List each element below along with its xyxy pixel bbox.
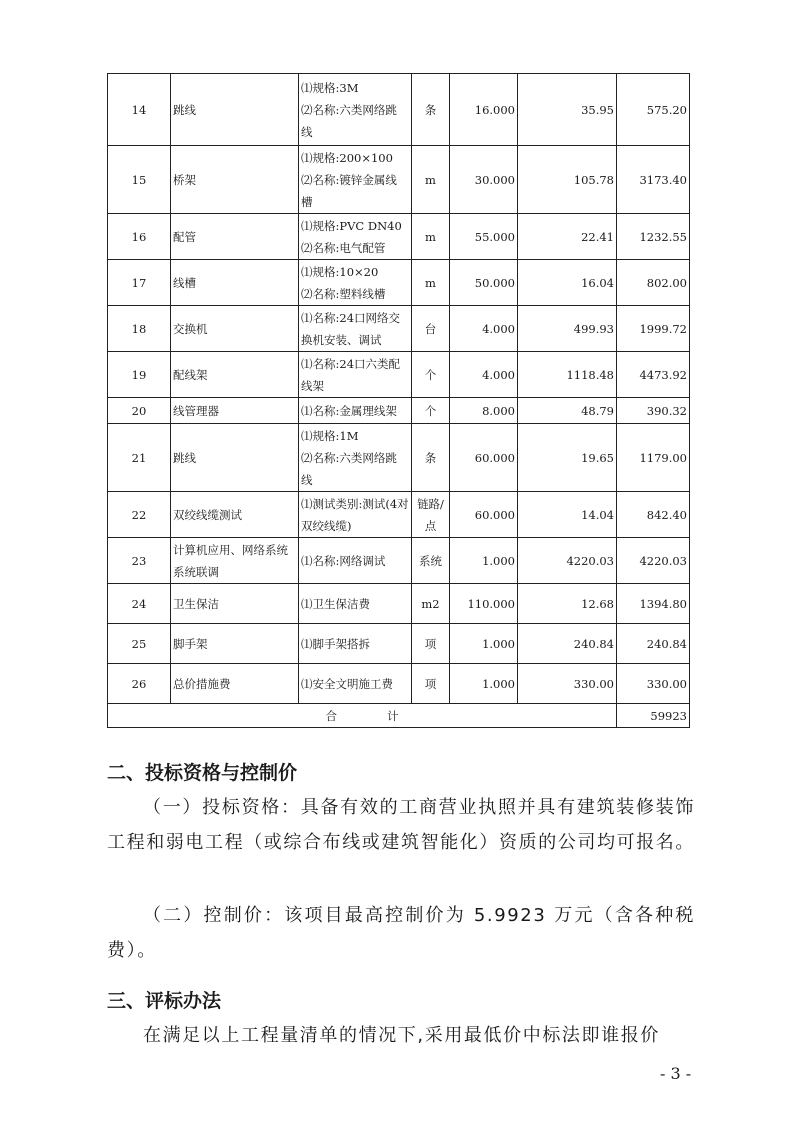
item-number: 20 [108, 398, 171, 424]
description-line: 槽 [301, 194, 313, 209]
table-row [108, 492, 690, 538]
item-total: 240.84 [617, 624, 690, 664]
item-quantity: 50.000 [450, 260, 518, 306]
description-line: ⑴名称:24口六类配 [301, 356, 401, 371]
item-description [299, 306, 412, 352]
description-line: ⑴名称:24口网络交 [301, 310, 401, 325]
description-line: ⑴安全文明施工费 [301, 676, 393, 691]
item-quantity: 4.000 [450, 352, 518, 398]
item-name: 脚手架 [171, 624, 299, 664]
table-body [108, 74, 690, 728]
item-quantity: 55.000 [450, 214, 518, 260]
table-row [108, 538, 690, 584]
item-number: 15 [108, 146, 171, 214]
description-line: ⑵名称:镀锌金属线 [301, 172, 397, 187]
item-unit: m2 [412, 584, 450, 624]
item-description [299, 492, 412, 538]
item-unit: 个 [412, 352, 450, 398]
total-value: 59923 [617, 704, 690, 728]
item-name: 线管理器 [171, 398, 299, 424]
description-line: ⑴规格:PVC DN40 [301, 218, 402, 233]
item-number: 25 [108, 624, 171, 664]
table-row [108, 398, 690, 424]
item-total: 1394.80 [617, 584, 690, 624]
item-quantity: 60.000 [450, 424, 518, 492]
item-unit-price: 4220.03 [518, 538, 617, 584]
description-line: ⑴规格:10×20 [301, 264, 379, 279]
item-name: 交换机 [171, 306, 299, 352]
item-number: 14 [108, 74, 171, 146]
item-number: 18 [108, 306, 171, 352]
total-row [108, 704, 690, 728]
item-unit: 系统 [412, 538, 450, 584]
description-line: ⑵名称:六类网络跳 [301, 450, 397, 465]
item-unit-price: 240.84 [518, 624, 617, 664]
table-row [108, 624, 690, 664]
item-number: 16 [108, 214, 171, 260]
item-description [299, 624, 412, 664]
item-total: 1179.00 [617, 424, 690, 492]
item-description [299, 538, 412, 584]
description-line: ⑴名称:网络调试 [301, 553, 386, 568]
table-row [108, 352, 690, 398]
item-quantity: 1.000 [450, 624, 518, 664]
item-unit-price: 14.04 [518, 492, 617, 538]
item-total: 1999.72 [617, 306, 690, 352]
item-total: 4220.03 [617, 538, 690, 584]
total-label-part-1: 合 [325, 708, 337, 723]
item-unit-price: 499.93 [518, 306, 617, 352]
section-3-paragraph-1: 在满足以上工程量清单的情况下,采用最低价中标法即谁报价 [143, 1025, 660, 1046]
section-2-paragraph-1: （一）投标资格：具备有效的工商营业执照并具有建筑装修装饰工程和弱电工程（或综合布线或建筑智能化）资质的公司均可报名。 [107, 797, 695, 853]
item-unit-price: 35.95 [518, 74, 617, 146]
item-description [299, 260, 412, 306]
item-total: 802.00 [617, 260, 690, 306]
item-description [299, 146, 412, 214]
item-unit: 链路/点 [412, 492, 450, 538]
item-description [299, 424, 412, 492]
item-unit-price: 330.00 [518, 664, 617, 704]
item-unit-price: 1118.48 [518, 352, 617, 398]
section-2-paragraph-2: （二）控制价：该项目最高控制价为 5.9923 万元（含各种税费）。 [107, 905, 695, 961]
item-number: 24 [108, 584, 171, 624]
description-line: ⑴测试类别:测试(4对 [301, 496, 409, 511]
item-number: 17 [108, 260, 171, 306]
item-description [299, 398, 412, 424]
item-unit-price: 12.68 [518, 584, 617, 624]
item-name: 双绞线缆测试 [171, 492, 299, 538]
item-quantity: 30.000 [450, 146, 518, 214]
item-description [299, 664, 412, 704]
item-name: 跳线 [171, 74, 299, 146]
description-line: ⑵名称:六类网络跳 [301, 102, 397, 117]
item-number: 26 [108, 664, 171, 704]
description-line: 线架 [301, 378, 324, 393]
item-unit-price: 48.79 [518, 398, 617, 424]
item-quantity: 4.000 [450, 306, 518, 352]
item-quantity: 1.000 [450, 664, 518, 704]
item-unit-price: 19.65 [518, 424, 617, 492]
table-row [108, 260, 690, 306]
description-line: 双绞线缆) [301, 518, 352, 533]
description-line: 线 [301, 124, 313, 139]
item-name: 线槽 [171, 260, 299, 306]
item-name: 配线架 [171, 352, 299, 398]
description-line: ⑴名称:金属理线架 [301, 403, 397, 418]
item-unit-price: 22.41 [518, 214, 617, 260]
item-total: 4473.92 [617, 352, 690, 398]
item-total: 330.00 [617, 664, 690, 704]
item-unit: m [412, 260, 450, 306]
item-quantity: 1.000 [450, 538, 518, 584]
item-quantity: 60.000 [450, 492, 518, 538]
section-2-heading: 二、投标资格与控制价 [107, 762, 298, 784]
description-line: 线 [301, 472, 313, 487]
bill-of-quantities-table [107, 73, 690, 728]
item-name: 总价措施费 [171, 664, 299, 704]
table-row [108, 584, 690, 624]
table-row [108, 424, 690, 492]
item-total: 842.40 [617, 492, 690, 538]
table-row [108, 146, 690, 214]
item-unit: 台 [412, 306, 450, 352]
total-label-part-2: 计 [387, 708, 399, 723]
item-total: 3173.40 [617, 146, 690, 214]
item-quantity: 16.000 [450, 74, 518, 146]
item-unit-price: 16.04 [518, 260, 617, 306]
item-total: 390.32 [617, 398, 690, 424]
item-unit: 个 [412, 398, 450, 424]
description-line: ⑴卫生保洁费 [301, 596, 370, 611]
description-line: ⑴规格:1M [301, 428, 359, 443]
table-row [108, 306, 690, 352]
description-line: ⑵名称:塑料线槽 [301, 286, 386, 301]
total-label [108, 704, 617, 728]
item-total: 1232.55 [617, 214, 690, 260]
item-name: 桥架 [171, 146, 299, 214]
item-total: 575.20 [617, 74, 690, 146]
item-unit: m [412, 146, 450, 214]
table-row [108, 74, 690, 146]
page-number: - 3 - [660, 1064, 692, 1083]
item-quantity: 8.000 [450, 398, 518, 424]
item-number: 19 [108, 352, 171, 398]
description-line: ⑴规格:200×100 [301, 150, 393, 165]
item-name: 计算机应用、网络系统系统联调 [171, 538, 299, 584]
description-line: ⑴规格:3M [301, 80, 359, 95]
item-description [299, 74, 412, 146]
item-unit-price: 105.78 [518, 146, 617, 214]
description-line: ⑵名称:电气配管 [301, 240, 386, 255]
item-description [299, 584, 412, 624]
item-name: 跳线 [171, 424, 299, 492]
section-3-heading: 三、评标办法 [107, 990, 222, 1012]
item-name: 配管 [171, 214, 299, 260]
table-row [108, 664, 690, 704]
item-number: 21 [108, 424, 171, 492]
description-line: 换机安装、调试 [301, 332, 382, 347]
item-name: 卫生保洁 [171, 584, 299, 624]
table-row [108, 214, 690, 260]
item-description [299, 214, 412, 260]
item-number: 22 [108, 492, 171, 538]
item-unit: 条 [412, 424, 450, 492]
item-unit: m [412, 214, 450, 260]
item-unit: 项 [412, 664, 450, 704]
item-unit: 项 [412, 624, 450, 664]
item-number: 23 [108, 538, 171, 584]
item-unit: 条 [412, 74, 450, 146]
item-description [299, 352, 412, 398]
description-line: ⑴脚手架搭拆 [301, 636, 370, 651]
item-quantity: 110.000 [450, 584, 518, 624]
